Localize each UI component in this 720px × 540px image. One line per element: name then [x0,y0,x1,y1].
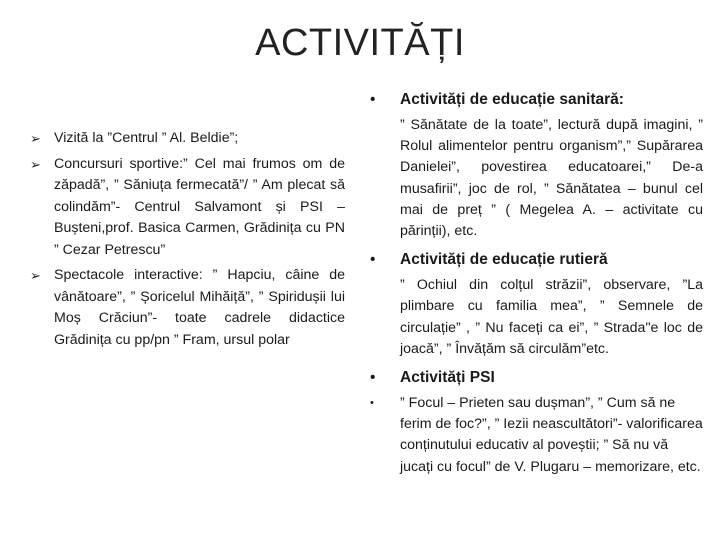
section-text: ” Sănătate de la toate”, lectură după imagini, ” Rolul alimentelor pentru organism”,” Supărarea Danielei”, povestirea educatoarei,” De-a musafirii”, joc de rol, ” Sănătatea – bunul cel mai de preț ” ( Megelea A. – activitate cu părinții), etc. [400,117,703,240]
section-sanitary [368,88,703,242]
list-item [368,393,703,478]
list-item [30,128,345,150]
arrow-bullet-icon: ➢ [30,268,41,283]
section-heading-text: Activități de educație rutieră [400,251,608,269]
section-heading [368,88,703,112]
section-heading-text: Activități PSI [400,369,495,387]
section-heading-text: Activități de educație sanitară: [400,91,624,108]
section-heading [368,248,703,272]
bullet-icon: • [370,91,376,108]
section-text: ” Ochiul din colțul străzii”, observare, ”La plimbare cu familia mea”, ” Semnele de circulație” , ” Nu faceți ca ei”, ” Strada"e loc de joacă”, ” Învățăm să circulăm”etc. [400,277,703,357]
section-text: ” Focul – Prieten sau dușman”, ” Cum să ne ferim de foc?”, ” Iezii neascultători”- valorificarea conținutului educativ al poveștii; ” Să nu vă jucați cu focul” de V. Plugaru – memorizare, etc. [400,395,703,475]
bullet-icon: • [370,397,374,410]
arrow-bullet-icon: ➢ [30,156,41,172]
right-column [368,88,703,484]
left-list [30,128,345,351]
list-item [30,265,345,351]
list-item [30,154,345,262]
arrow-bullet-icon: ➢ [30,131,41,146]
bullet-icon: • [370,251,376,269]
list-item-text: Concursuri sportive:” Cel mai frumos om de zăpadă”, ” Săniuța fermecată”/ ” Am plecat să colindăm”- Centrul Salvamont și PSI – Bușteni,prof. Basica Carmen, Grădinița cu PN ” Cezar Petrescu” [54,155,345,258]
section-psi [368,366,703,478]
slide-title: ACTIVITĂȚI [255,22,465,64]
bullet-icon: • [370,369,376,387]
left-column [30,128,345,355]
section-road [368,248,703,360]
list-item-text: Vizită la ”Centrul ” Al. Beldie”; [54,130,239,146]
list-item-text: Spectacole interactive: ” Hapciu, câine de vânătoare”, ” Șoricelul Mihăiță”, ” Spiridușii lui Moș Crăciun”- toate cadrele didactice Grădinița cu pp/pn ” Fram, ursul polar [54,267,345,348]
section-heading [368,366,703,390]
